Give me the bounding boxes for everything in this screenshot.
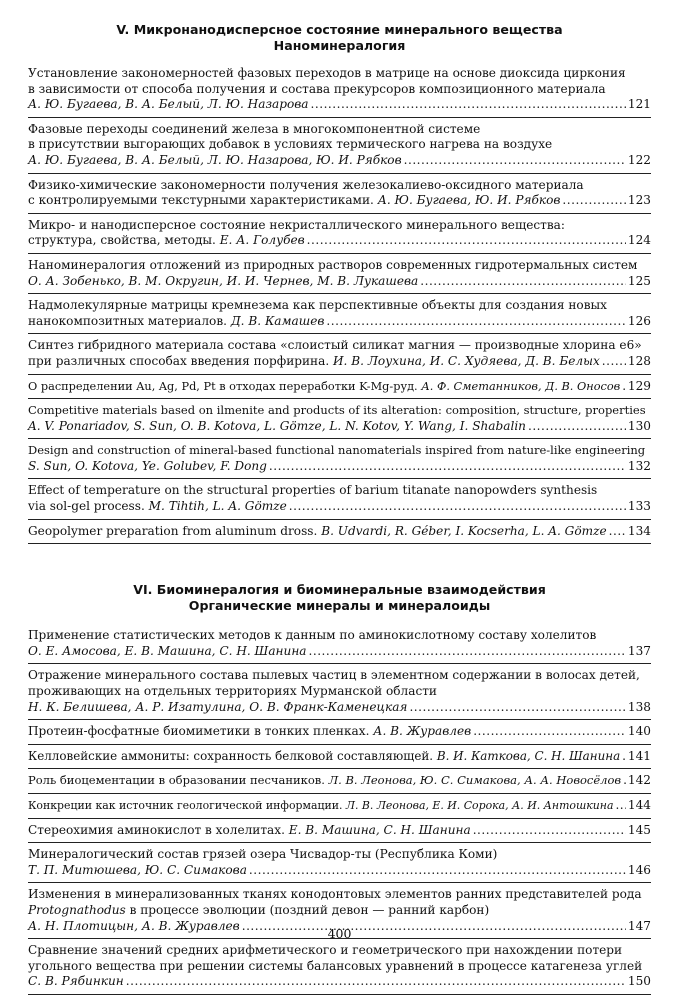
entry-authors: Д. В. Камашев [230,313,325,328]
entry-text [28,274,418,290]
dot-leader [473,724,626,740]
entry-last-line [28,314,651,330]
entry-text [28,974,124,990]
entry-last-line [28,97,651,113]
entry-last-line [28,773,651,789]
dot-leader [326,314,626,330]
entry-page-number: 122 [627,152,651,167]
section-title: V. Микронанодисперсное состояние минерального вещества [116,22,563,37]
entry-authors: А. Ю. Бугаева, Ю. И. Рябков [377,193,561,208]
entry-authors: Т. П. Митюшева, Ю. С. Симакова [28,862,247,877]
section-v [28,22,651,544]
entry-text [28,97,309,113]
entry-title-line: Наноминералогия отложений из природных растворов современных гидротермальных систем [28,257,638,272]
entry-page-number: 129 [627,378,651,393]
toc-entries [28,62,651,544]
entry-title-line: Фазовые переходы соединений железа в многокомпонентной системе [28,121,481,136]
entry-title-line: Микро- и нанодисперсное состояние некристаллического минерального вещества: [28,217,565,232]
toc-entry[interactable] [28,520,651,545]
entry-title-tail: структура, свойства, методы. [28,233,220,248]
entry-text [28,749,620,765]
entry-authors: О. Е. Амосова, Е. В. Машина, С. Н. Шанина [28,643,307,658]
entry-title-line: Competitive materials based on ilmenite and products of its alteration: composition, structure, properties [28,403,646,418]
entry-page-number: 130 [627,418,651,433]
entry-title-line: Protognathodus в процессе эволюции (поздний девон — ранний карбон) [28,902,490,917]
entry-title-tail: via sol-gel process. [28,499,149,514]
entry-authors: M. Tihtih, L. A. Gömze [148,499,287,514]
entry-last-line [28,700,651,716]
entry-page-number: 123 [627,193,651,208]
entry-title-line: в зависимости от способа получения и состава прекурсоров композиционного материала [28,81,606,96]
toc-entry[interactable] [28,745,651,770]
entry-title-line: проживающих на отдельных территориях Мурманской области [28,684,437,699]
entry-last-line [28,644,651,660]
entry-title-line: Физико-химические закономерности получения железокалиево-оксидного материала [28,177,584,192]
entry-title-tail: Конкреции как источник геологической информации. [28,799,346,812]
entry-page-number: 146 [627,862,651,877]
toc-entry[interactable] [28,819,651,844]
entry-authors: С. В. Рябинкин [28,974,124,989]
toc-entry[interactable] [28,769,651,794]
dot-leader [404,153,626,169]
entry-page-number: 141 [627,748,651,763]
entry-title-tail: Geopolymer preparation from aluminum dross. [28,523,322,538]
toc-entry[interactable] [28,843,651,883]
entry-text [28,419,526,435]
entry-last-line [28,724,651,740]
entry-authors: A. V. Ponariadov, S. Sun, O. B. Kotova, L. Gömze, L. N. Kotov, Y. Wang, I. Shabalin [28,418,526,433]
entry-last-line [28,749,651,765]
entry-text [28,379,620,395]
entry-page-number: 144 [627,798,651,812]
entry-page-number: 147 [627,918,651,933]
entry-authors: Л. В. Леонова, Е. И. Сорока, А. И. Антошкина [345,799,614,812]
entry-text [28,773,621,789]
entry-authors: И. В. Лоухина, И. С. Худяева, Д. В. Белых [333,353,600,368]
toc-entry[interactable] [28,375,651,400]
entry-title-line: Effect of temperature on the structural properties of barium titanate nanopowders synthesis [28,483,598,498]
entry-authors: Е. В. Машина, С. Н. Шанина [288,822,471,837]
dot-leader [562,193,625,209]
entry-authors: B. Udvardi, R. Géber, I. Kocserha, L. A. Gömze [321,523,607,538]
entry-page-number: 126 [627,313,651,328]
dot-leader [622,749,626,765]
entry-text [28,863,247,879]
entry-title-tail: Келловейские аммониты: сохранность белковой составляющей. [28,748,437,763]
entry-last-line [28,274,651,290]
toc-entry[interactable] [28,399,651,439]
entry-title-line: угольного вещества при решении системы балансовых уравнений в процессе катагенеза углей [28,958,643,973]
dot-leader [269,459,626,475]
entry-page-number: 133 [627,499,651,514]
dot-leader [528,419,626,435]
entry-authors: Л. В. Леонова, Ю. С. Симакова, А. А. Новосёлов [328,773,622,788]
entry-page-number: 132 [627,458,651,473]
entry-last-line [28,863,651,879]
toc-entry[interactable] [28,214,651,254]
entry-page-number: 140 [627,724,651,739]
entry-title-tail: при различных способах введения порфирина. [28,353,334,368]
entry-text [28,700,407,716]
dot-leader [126,974,626,990]
entry-title-line: Сравнение значений средних арифметического и геометрического при нахождении потери [28,943,623,958]
entry-text [28,193,560,209]
entry-last-line [28,354,651,370]
entry-last-line [28,499,651,515]
dot-leader [307,233,626,249]
toc-entry[interactable] [28,624,651,664]
toc-entry[interactable] [28,334,651,374]
entry-last-line [28,974,651,990]
entry-text [28,153,402,169]
entry-last-line [28,379,651,395]
entry-page-number: 137 [627,643,651,658]
toc-entry[interactable] [28,174,651,214]
section-subtitle: Органические минералы и минералоиды [188,598,491,614]
entry-title-line: Надмолекулярные матрицы кремнезема как перспективные объекты для создания новых [28,298,607,313]
entry-authors: А. Ю. Бугаева, В. А. Белый, Л. Ю. Назарова, Ю. И. Рябков [28,152,402,167]
toc-entry[interactable] [28,439,651,479]
entry-text [28,233,305,249]
entry-title-line: Изменения в минерализованных тканях конодонтовых элементов ранних представителей рода [28,887,642,902]
entry-title-line: Применение статистических методов к данным по аминокислотному составу холелитов [28,628,597,643]
entry-last-line [28,153,651,169]
entry-authors: В. И. Каткова, С. Н. Шанина [436,748,621,763]
toc-entry[interactable] [28,720,651,745]
entry-page-number: 121 [627,97,651,112]
entry-last-line [28,419,651,435]
entry-text [28,798,613,814]
entry-page-number: 142 [627,773,651,788]
entry-text [28,314,324,330]
entry-last-line [28,524,651,540]
entry-title-tail: с контролируемыми текстурными характеристиками. [28,193,378,208]
toc-entry[interactable] [28,939,651,995]
entry-text [28,354,600,370]
entry-title-line: Синтез гибридного материала состава «слоистый силикат магния — производные хлорина е6» [28,338,642,353]
section-title: VI. Биоминералогия и биоминеральные взаимодействия [133,582,546,598]
dot-leader [622,379,626,395]
dot-leader [249,863,626,879]
entry-text [28,459,267,475]
entry-last-line [28,823,651,839]
toc-entry[interactable] [28,62,651,118]
entry-last-line [28,459,651,475]
entry-text [28,724,471,740]
entry-title-line: в присутствии выгорающих добавок в условиях термического нагрева на воздухе [28,137,553,152]
dot-leader [609,524,626,540]
entry-title-line: Установление закономерностей фазовых переходов в матрице на основе диоксида циркония [28,66,626,80]
entry-authors: Е. А. Голубев [219,233,305,248]
entry-page-number: 138 [627,699,651,714]
entry-last-line [28,193,651,209]
entry-page-number: 128 [627,353,651,368]
toc-entry[interactable] [28,254,651,294]
entry-text [28,823,471,839]
toc-entry[interactable] [28,794,651,819]
dot-leader [615,798,625,814]
dot-leader [420,274,626,290]
toc-entry[interactable] [28,294,651,334]
entry-last-line [28,233,651,249]
entry-authors: Н. К. Белишева, А. Р. Изатулина, О. В. Франк-Каменецкая [28,699,408,714]
dot-leader [473,823,626,839]
entry-authors: S. Sun, O. Kotova, Ye. Golubev, F. Dong [28,458,267,473]
entry-title-tail: О распределении Au, Ag, Pd, Pt в отходах переработки K-Mg-руд. [28,379,422,393]
entry-authors: А. Ю. Бугаева, В. А. Белый, Л. Ю. Назарова [28,97,309,112]
dot-leader [409,700,625,716]
toc-entry[interactable] [28,118,651,174]
entry-authors: А. В. Журавлев [373,724,472,739]
entry-authors: А. Ф. Сметанников, Д. В. Оносов [421,379,621,393]
dot-leader [309,644,626,660]
entry-authors: О. А. Зобенько, В. М. Округин, И. И. Чернев, М. В. Лукашева [28,273,419,288]
toc-entry[interactable] [28,479,651,519]
page-number: 400 [327,926,352,941]
entry-title-line: Design and construction of mineral-based functional nanomaterials inspired from nature-like engineering [28,443,646,458]
entry-page-number: 125 [627,273,651,288]
entry-page-number: 150 [627,974,651,989]
entry-page-number: 124 [627,233,651,248]
section-subtitle: Наноминералогия [273,38,406,53]
toc-entry[interactable] [28,664,651,720]
entry-text [28,499,287,515]
dot-leader [602,354,626,370]
entry-last-line [28,798,651,814]
entry-authors: А. Н. Плотицын, А. В. Журавлев [28,918,240,933]
entry-page-number: 134 [627,523,651,538]
entry-text [28,524,607,540]
entry-title-tail: Протеин-фосфатные биомиметики в тонких пленках. [28,724,374,739]
entry-text [28,644,307,660]
entry-title-tail: нанокомпозитных материалов. [28,313,231,328]
entry-title-tail: Роль биоцементации в образовании песчаников. [28,773,329,788]
entry-title-line: Минералогический состав грязей озера Чисвадор-ты (Республика Коми) [28,847,498,862]
entry-page-number: 145 [627,822,651,837]
dot-leader [289,499,626,515]
entry-title-line: Отражение минерального состава пылевых частиц в элементном содержании в волосах детей, [28,668,640,683]
dot-leader [311,97,626,113]
genus-name: Protognathodus [28,902,126,917]
dot-leader [623,773,626,789]
entry-title-tail: Стереохимия аминокислот в холелитах. [28,822,289,837]
